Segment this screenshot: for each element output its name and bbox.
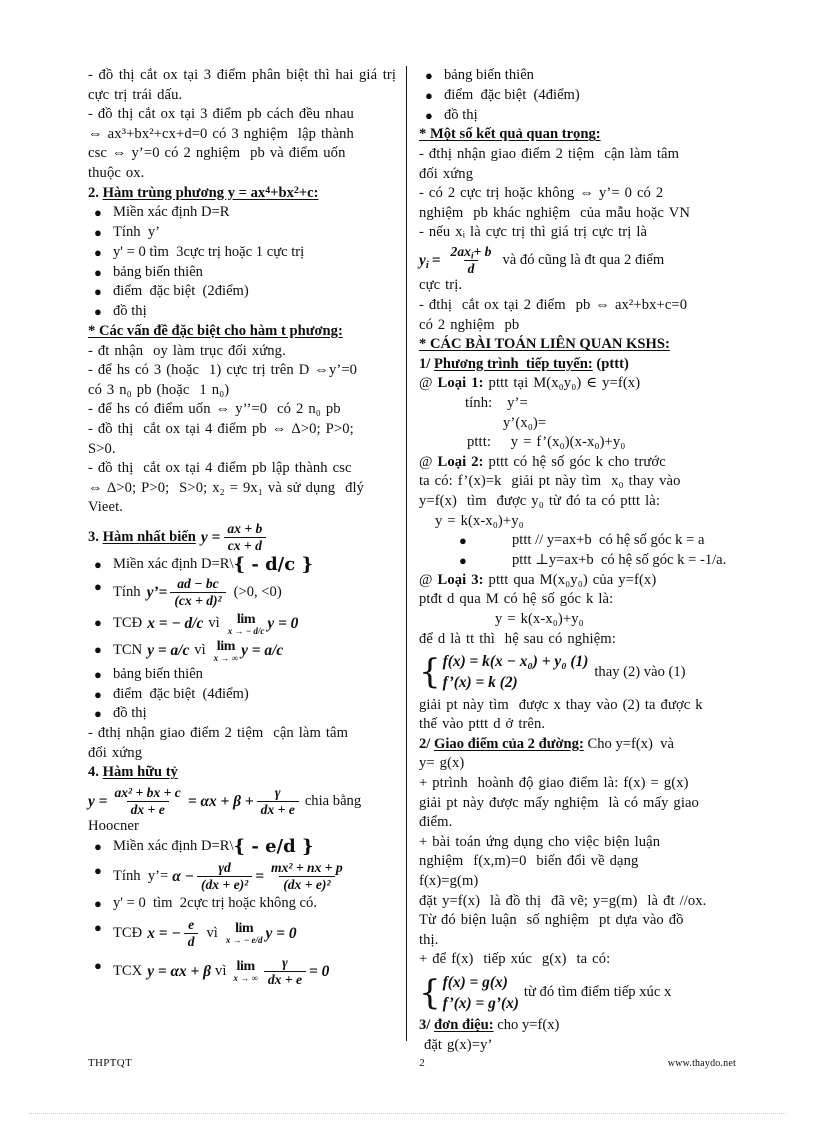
intro-line-1: - đồ thị cắt ox tại 3 điểm phân biệt thì hai giá trị cực trị trái dấu. bbox=[88, 67, 401, 103]
section-2-right-title: Giao điểm của 2 đường: bbox=[434, 735, 584, 752]
intro-line-2: - đồ thị cắt ox tại 3 điểm pb cách đều nhau bbox=[88, 106, 354, 123]
loai-3-step: ptđt d qua M có hệ số góc k là: bbox=[419, 591, 614, 608]
section-2-title: Hàm trùng phương y = ax bbox=[102, 184, 266, 201]
bullet-dot-icon: ● bbox=[94, 839, 102, 855]
tangency-system bbox=[419, 972, 729, 1015]
intro-line-3: ⇔ ax³+bx²+cx+d=0 có 3 nghiệm lập thành bbox=[88, 125, 354, 142]
fraction-numerator: γd bbox=[218, 859, 231, 875]
formula-lhs-symbol: y bbox=[419, 251, 426, 269]
formula-middle: = αx + β + bbox=[187, 792, 254, 810]
horizontal-asymptote-label: TCN bbox=[113, 642, 143, 659]
special-line: - đt nhận oy làm trục đối xứng. bbox=[88, 342, 286, 359]
list-item-label: điểm đặc biệt (4điểm) bbox=[444, 86, 580, 103]
fraction-numerator: e bbox=[188, 917, 195, 933]
list-item-label: Tính y’ bbox=[113, 223, 161, 240]
list-item-label: pttt // y=ax+b có hệ số góc k = a bbox=[512, 532, 705, 549]
section-4-formula bbox=[88, 786, 396, 818]
section-3-right-number: 3/ bbox=[419, 1017, 431, 1034]
fraction-denominator: dx + e bbox=[264, 971, 306, 987]
loai-2-step: y=f(x) tìm được y₀ từ đó ta có pttt là: bbox=[419, 493, 660, 510]
fraction-numerator: ad − bc bbox=[177, 576, 219, 592]
system-equation-2: f’(x) = k (2) bbox=[442, 674, 518, 692]
section-1-heading bbox=[419, 355, 729, 375]
bullet-dot-icon: ● bbox=[459, 553, 467, 568]
loai-3-text: pttt qua M(x₀y₀) của y=f(x) bbox=[488, 571, 657, 588]
loai-3-step: y = k(x-x₀)+y₀ bbox=[495, 610, 584, 627]
list-item bbox=[88, 302, 396, 322]
section-3-right-tail: cho y=f(x) bbox=[497, 1017, 560, 1034]
list-item-label: pttt ⊥y=ax+b có hệ số góc k = -1/a. bbox=[512, 552, 727, 568]
giao-diem-line: + bài toán ứng dụng cho việc biện luận bbox=[419, 833, 661, 850]
loai-2-label: Loại 2: bbox=[437, 453, 484, 470]
fraction-denominator: d bbox=[184, 933, 199, 949]
list-item bbox=[88, 577, 396, 609]
loai-1-step: tính: y’= bbox=[465, 395, 528, 412]
section-3-formula-fraction bbox=[223, 522, 266, 554]
giao-diem-line: đặt y=f(x) là đồ thị đã vẽ; y=g(m) là đt //ox. bbox=[419, 892, 707, 909]
bullet-dot-icon: ● bbox=[94, 205, 102, 221]
bullet-dot-icon: ● bbox=[94, 224, 102, 240]
page-number: 2 bbox=[419, 1057, 425, 1069]
bullet-dot-icon: ● bbox=[425, 107, 433, 123]
section-1-title: Phương trình tiếp tuyến: bbox=[434, 355, 593, 372]
loai-1-step: y’(x₀)= bbox=[503, 414, 547, 431]
loai-3-after-line: giải pt này tìm được x thay vào (2) ta được k bbox=[419, 696, 703, 713]
vertical-asymptote-label: TCĐ bbox=[113, 925, 143, 942]
fraction-denominator: dx + e bbox=[127, 801, 169, 817]
equals-sign: = bbox=[431, 251, 441, 269]
bullet-dot-icon: ● bbox=[94, 862, 102, 878]
limit-result: y = 0 bbox=[267, 615, 299, 633]
results-line: đối xứng bbox=[419, 165, 474, 182]
limit-operator bbox=[226, 922, 263, 945]
list-item bbox=[88, 861, 396, 893]
limit-subscript: x → − e/d bbox=[225, 935, 263, 946]
limit-word: lim bbox=[216, 638, 235, 654]
two-column-body bbox=[88, 66, 736, 1054]
because-word: vì bbox=[215, 962, 227, 979]
list-item-label: đồ thị bbox=[113, 705, 147, 722]
vertical-asymptote-lhs: x = − bbox=[147, 925, 181, 943]
special-line: Vieet. bbox=[88, 499, 123, 516]
extremum-value-formula bbox=[419, 245, 729, 277]
fraction-denominator: (cx + d)² bbox=[170, 592, 225, 608]
bullet-dot-icon: ● bbox=[459, 533, 467, 549]
list-item bbox=[88, 243, 396, 263]
formula-lhs: y = bbox=[88, 792, 108, 810]
bullet-dot-icon: ● bbox=[94, 666, 102, 682]
intro-line-5: thuộc ox. bbox=[88, 164, 145, 181]
left-column bbox=[88, 66, 406, 987]
loai-3-after-line: thế vào pttt d ở trên. bbox=[419, 716, 546, 733]
horner-note: Hoocner bbox=[88, 818, 139, 835]
derivative-lhs: y’= bbox=[146, 584, 168, 602]
list-item-label: bảng biến thiên bbox=[113, 263, 203, 280]
list-item bbox=[88, 282, 396, 302]
system-note: thay (2) vào (1) bbox=[594, 663, 686, 680]
list-item-label: y' = 0 tìm 3cực trị hoặc 1 cực trị bbox=[113, 243, 305, 260]
left-brace-icon: { bbox=[419, 651, 441, 692]
list-item-label: đồ thị bbox=[113, 303, 147, 320]
numerator-head: 2ax bbox=[450, 243, 471, 259]
fraction-denominator: cx + d bbox=[224, 537, 266, 553]
loai-3-step: để d là tt thì hệ sau có nghiệm: bbox=[419, 630, 616, 647]
limit-result: y = a/c bbox=[241, 642, 284, 660]
section-2-title-end: +c: bbox=[298, 184, 319, 201]
bullet-dot-icon: ● bbox=[425, 68, 433, 83]
list-item bbox=[419, 106, 729, 126]
section-2-heading bbox=[88, 184, 396, 204]
results-line: - nếu xᵢ là cực trị thì giá trị cực trị là bbox=[419, 224, 648, 241]
list-item bbox=[88, 203, 396, 223]
vertical-asymptote-label: TCĐ bbox=[113, 615, 143, 632]
loai-2-text: pttt có hệ số góc k cho trước bbox=[488, 453, 666, 470]
fraction-numerator: ax² + bx + c bbox=[114, 784, 181, 800]
limit-result: y = 0 bbox=[265, 925, 297, 943]
list-item bbox=[419, 531, 729, 551]
bullet-dot-icon: ● bbox=[94, 244, 102, 260]
derivative-alpha-term: α − bbox=[172, 867, 194, 885]
section-3-heading bbox=[88, 522, 396, 554]
list-item bbox=[88, 704, 396, 724]
bullet-dot-icon: ● bbox=[94, 706, 102, 722]
section-2-right-tail: Cho y=f(x) và bbox=[587, 735, 674, 752]
loai-1-step: pttt: y = f’(x₀)(x-x₀)+y₀ bbox=[467, 434, 626, 451]
bullet-dot-icon: ● bbox=[94, 686, 102, 702]
section-2-number: 2. bbox=[88, 184, 99, 201]
bottom-rule bbox=[30, 1113, 786, 1114]
bullet-dot-icon: ● bbox=[94, 614, 102, 630]
giao-diem-line: f(x)=g(m) bbox=[419, 873, 479, 890]
list-item bbox=[88, 837, 396, 857]
special-line: - để hs có 3 (hoặc 1) cực trị trên D ⇔y’=0 bbox=[88, 362, 358, 379]
main-topics-heading bbox=[419, 335, 729, 355]
right-column bbox=[407, 66, 729, 1056]
loai-3-label: Loại 3: bbox=[437, 571, 484, 588]
bullet-dot-icon: ● bbox=[94, 264, 102, 280]
intro-line-4: csc ⇔ y’=0 có 2 nghiệm pb và điểm uốn bbox=[88, 145, 346, 162]
loai-1-text: pttt tại M(x₀y₀) ∈ y=f(x) bbox=[488, 375, 641, 392]
results-line: nghiệm pb khác nghiệm của mẫu hoặc VN bbox=[419, 204, 690, 221]
giao-diem-line: điểm. bbox=[419, 814, 453, 831]
fraction-denominator: dx + e bbox=[257, 801, 299, 817]
list-item-label: điểm đặc biệt (4điểm) bbox=[113, 685, 249, 702]
limit-word: lim bbox=[235, 921, 254, 937]
numerator-tail: + b bbox=[473, 243, 492, 259]
section-2-sup-1: 4 bbox=[265, 184, 271, 196]
domain-label: Miền xác định D=R\ bbox=[113, 556, 234, 573]
giao-diem-line: thị. bbox=[419, 931, 439, 948]
section-2-title-mid: +bx bbox=[270, 184, 294, 201]
limit-subscript: x → ∞ bbox=[233, 972, 258, 983]
list-item bbox=[88, 640, 396, 663]
derivative-fraction bbox=[170, 577, 225, 609]
list-item bbox=[88, 918, 396, 950]
list-item-label: Miền xác định D=R bbox=[113, 204, 230, 221]
symmetry-note-line: đối xứng bbox=[88, 744, 143, 761]
don-dieu-line: đặt g(x)=y’ bbox=[419, 1037, 493, 1054]
giao-diem-line: + ptrình hoành độ giao điểm là: f(x) = g(x) bbox=[419, 775, 689, 792]
limit-fraction bbox=[264, 956, 306, 988]
system-equations bbox=[443, 972, 519, 1015]
section-3-right-heading bbox=[419, 1016, 729, 1036]
results-line: - đthị nhận giao điểm 2 tiệm cận làm tâm bbox=[419, 145, 680, 162]
at-symbol-icon: @ bbox=[419, 375, 433, 392]
fraction-denominator: (dx + e)² bbox=[197, 876, 252, 892]
section-2-sup-2: 2 bbox=[293, 184, 299, 196]
giao-diem-line: y= g(x) bbox=[419, 755, 465, 772]
list-item bbox=[88, 894, 396, 914]
asymptote-fraction bbox=[184, 918, 199, 950]
because-word: vì bbox=[194, 642, 206, 659]
derivative-fraction-1 bbox=[197, 861, 252, 893]
bullet-dot-icon: ● bbox=[94, 579, 102, 595]
section-4-number: 4. bbox=[88, 764, 99, 781]
oblique-asymptote-equation: y = αx + β bbox=[147, 962, 212, 980]
system-note: từ đó tìm điểm tiếp xúc x bbox=[523, 984, 672, 1001]
fraction-numerator: γ bbox=[282, 954, 288, 970]
extremum-fraction bbox=[447, 245, 496, 277]
special-line: - đồ thị cắt ox tại 4 điểm pb ⇔ Δ>0; P>0; bbox=[88, 420, 354, 437]
loai-2-step: y = k(x-x₀)+y₀ bbox=[435, 512, 524, 529]
vertical-asymptote-equation: x = − d/c bbox=[147, 615, 204, 633]
section-3-title: Hàm nhất biến bbox=[102, 528, 196, 545]
set-notation: { - d/c } bbox=[233, 554, 314, 576]
symmetry-note-line: - đthị nhận giao điểm 2 tiệm cận làm tâm bbox=[88, 725, 349, 742]
list-item bbox=[88, 685, 396, 705]
list-item bbox=[88, 555, 396, 575]
giao-diem-line: Từ đó biện luận số nghiệm pt dựa vào đồ bbox=[419, 912, 684, 929]
limit-operator bbox=[214, 640, 238, 663]
system-equations bbox=[443, 651, 589, 694]
at-symbol-icon: @ bbox=[419, 571, 433, 588]
list-item bbox=[88, 665, 396, 685]
system-equation-1: f(x) = k(x − x₀) + y₀ (1) bbox=[442, 653, 589, 671]
limit-result: = 0 bbox=[309, 962, 330, 980]
bullet-dot-icon: ● bbox=[94, 304, 102, 320]
formula-fraction-1 bbox=[110, 786, 184, 818]
derivative-fraction-2 bbox=[267, 861, 347, 893]
limit-word: lim bbox=[236, 611, 256, 627]
derivative-label: Tính bbox=[113, 584, 141, 601]
because-word: vì bbox=[208, 615, 220, 632]
horizontal-asymptote-equation: y = a/c bbox=[147, 642, 190, 660]
limit-operator bbox=[233, 960, 257, 983]
results-line: - đthị cắt ox tại 2 điểm pb ⇔ ax²+bx+c=0 bbox=[419, 297, 688, 314]
footer-website: www.thaydo.net bbox=[667, 1057, 736, 1069]
section-3-right-title: đơn điệu: bbox=[434, 1017, 494, 1034]
giao-diem-line: + để f(x) tiếp xúc g(x) ta có: bbox=[419, 951, 611, 968]
giao-diem-line: nghiệm f(x,m)=0 biến đổi về dạng bbox=[419, 853, 639, 870]
fraction-numerator: γ bbox=[274, 784, 281, 800]
fraction-numerator: ax + b bbox=[227, 520, 263, 536]
system-equation-1: f(x) = g(x) bbox=[442, 973, 508, 991]
special-line: S>0. bbox=[88, 440, 116, 457]
results-line: có 2 nghiệm pb bbox=[419, 316, 520, 333]
loai-1-heading bbox=[419, 374, 729, 394]
giao-diem-line: giải pt này được mấy nghiệm là có mấy giao bbox=[419, 794, 699, 811]
at-symbol-icon: @ bbox=[419, 453, 433, 470]
section-3-formula-lhs: y = bbox=[200, 528, 221, 546]
limit-subscript: x → − d/c bbox=[227, 625, 265, 636]
derivative-sign-note: (>0, <0) bbox=[233, 584, 282, 601]
special-line: - đồ thị cắt ox tại 4 điểm pb lập thành csc bbox=[88, 460, 352, 477]
tangent-system bbox=[419, 651, 729, 694]
special-line: ⇔ Δ>0; P>0; S>0; x₂ = 9x₁ và sử dụng đlý bbox=[88, 479, 365, 496]
bullet-dot-icon: ● bbox=[94, 957, 102, 973]
list-item bbox=[88, 263, 396, 283]
results-line: - có 2 cực trị hoặc không ⇔ y’= 0 có 2 bbox=[419, 185, 664, 202]
fraction-denominator: (dx + e)² bbox=[279, 876, 334, 892]
loai-3-heading bbox=[419, 571, 729, 591]
formula-tail-text: và đó cũng là đt qua 2 điểm bbox=[502, 251, 665, 268]
equals-sign: = bbox=[255, 867, 265, 885]
results-heading-label: * Một số kết quả quan trọng: bbox=[419, 126, 601, 143]
left-brace-icon: { bbox=[419, 972, 441, 1013]
limit-operator bbox=[228, 613, 265, 636]
list-item-label: bảng biến thiên bbox=[113, 665, 203, 682]
list-item bbox=[88, 613, 396, 636]
main-topics-heading-label: * CÁC BÀI TOÁN LIÊN QUAN KSHS: bbox=[419, 336, 670, 353]
numerator-subscript: i bbox=[470, 250, 474, 261]
formula-fraction-2 bbox=[257, 786, 299, 818]
special-line: có 3 n₀ pb (hoặc 1 n₀) bbox=[88, 381, 230, 398]
section-1-number: 1/ bbox=[419, 355, 431, 372]
set-notation: { - e/d } bbox=[233, 835, 314, 857]
section-2-right-number: 2/ bbox=[419, 735, 431, 752]
section-2-right-heading bbox=[419, 735, 729, 755]
extremum-tail-line: cực trị. bbox=[419, 277, 463, 294]
section-2-special-heading bbox=[88, 322, 396, 342]
section-4-heading bbox=[88, 763, 396, 783]
formula-lhs bbox=[419, 251, 429, 271]
limit-subscript: x → ∞ bbox=[213, 652, 239, 663]
loai-1-label: Loại 1: bbox=[437, 375, 484, 392]
list-item-label: bảng biến thiên bbox=[444, 67, 534, 83]
bullet-dot-icon: ● bbox=[94, 641, 102, 657]
special-line: - để hs có điểm uốn ⇔ y’’=0 có 2 n₀ pb bbox=[88, 401, 341, 418]
list-item-label: điểm đặc biệt (2điểm) bbox=[113, 283, 249, 300]
section-3-number: 3. bbox=[88, 528, 99, 545]
derivative-label: Tính y’= bbox=[113, 867, 169, 884]
loai-2-step: ta có: f’(x)=k giải pt này tìm x₀ thay vào bbox=[419, 473, 681, 490]
bullet-dot-icon: ● bbox=[94, 896, 102, 912]
fraction-numerator: mx² + nx + p bbox=[271, 859, 343, 875]
results-heading bbox=[419, 125, 729, 145]
section-1-title-tail: (pttt) bbox=[596, 355, 629, 372]
list-item-label: y' = 0 tìm 2cực trị hoặc không có. bbox=[113, 895, 317, 912]
list-item-label: đồ thị bbox=[444, 106, 478, 123]
list-item bbox=[88, 956, 396, 988]
list-item bbox=[419, 66, 729, 86]
because-word: vì bbox=[206, 925, 218, 942]
oblique-asymptote-label: TCX bbox=[113, 962, 143, 979]
system-equation-2: f’(x) = g’(x) bbox=[442, 995, 519, 1013]
section-4-title: Hàm hữu tỷ bbox=[102, 764, 178, 781]
limit-word: lim bbox=[236, 958, 255, 974]
footer-school-code: THPTQT bbox=[88, 1057, 132, 1069]
formula-tail-note: chia bằng bbox=[304, 792, 362, 809]
bullet-dot-icon: ● bbox=[94, 920, 102, 936]
list-item bbox=[419, 551, 729, 571]
fraction-denominator: d bbox=[464, 260, 479, 276]
page-footer bbox=[88, 1057, 736, 1069]
domain-label: Miền xác định D=R\ bbox=[113, 838, 234, 855]
bullet-dot-icon: ● bbox=[94, 557, 102, 573]
formula-lhs-subscript: i bbox=[425, 259, 429, 271]
list-item bbox=[88, 223, 396, 243]
loai-2-heading bbox=[419, 453, 729, 473]
fraction-numerator bbox=[447, 245, 496, 260]
list-item bbox=[419, 86, 729, 106]
bullet-dot-icon: ● bbox=[94, 284, 102, 300]
section-2-special-heading-label: * Các vấn đề đặc biệt cho hàm t phương: bbox=[88, 322, 343, 339]
bullet-dot-icon: ● bbox=[425, 87, 433, 103]
